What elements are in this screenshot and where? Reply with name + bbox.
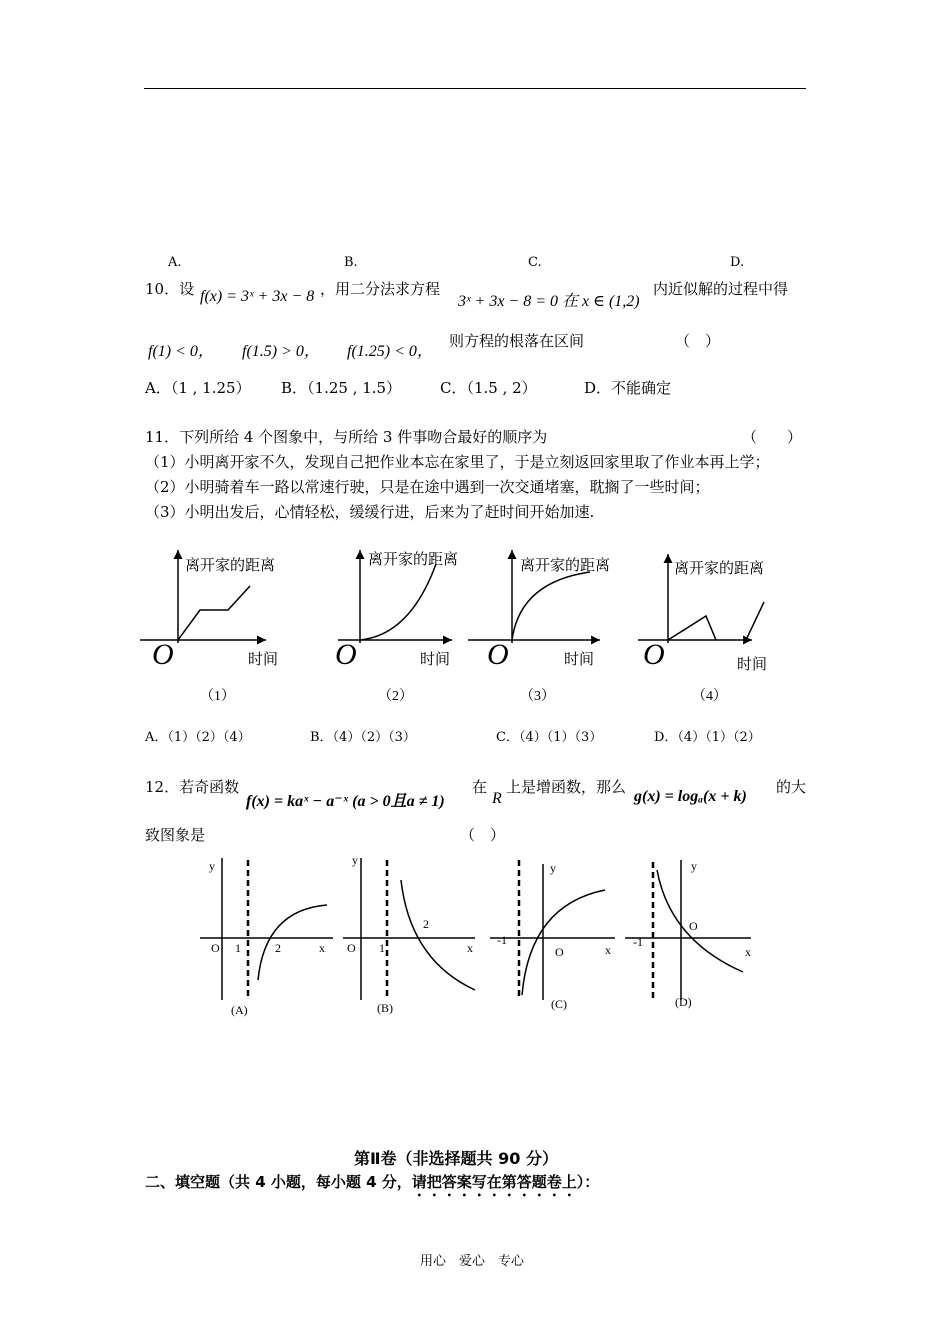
q10-fx-definition: f(x) = 3ˣ + 3x − 8 xyxy=(200,288,315,305)
q12-graph-b-tick-1: 1 xyxy=(379,941,385,955)
q9-option-a: A. xyxy=(168,255,182,270)
q12-graph-a-tick-1: 1 xyxy=(235,941,241,955)
q10-tail-text: 内近似解的过程中得 xyxy=(653,280,789,298)
q12-graph-a-origin: O xyxy=(211,941,220,955)
q11-event-1: （1）小明离开家不久，发现自己把作业本忘在家里了，于是立刻返回家里取了作业本再上学； xyxy=(145,453,770,471)
q12-graph-d-tick-1: -1 xyxy=(633,935,643,949)
q10-equation: 3ˣ + 3x − 8 = 0 在 x ∈ (1,2) xyxy=(458,293,640,310)
q11-option-a: A．（1）（2）（4） xyxy=(145,730,251,745)
q10-option-b: B．（1.25 , 1.5） xyxy=(281,379,402,397)
q10-option-c: C．（1.5 , 2） xyxy=(440,379,537,397)
q10-answer-paren: （ ） xyxy=(675,332,721,350)
q11-option-d: D．（4）（1）（2） xyxy=(654,730,761,745)
q11-graph-3-y-label: 离开家的距离 xyxy=(520,558,611,574)
q11-graph-2-label: （2） xyxy=(378,689,413,704)
q12-graph-c-tick-1: -1 xyxy=(497,933,507,947)
q11-graph-4-x-label: 时间 xyxy=(737,657,768,673)
q11-graph-2-origin: O xyxy=(335,638,357,671)
q12-graph-a xyxy=(200,858,333,1017)
q11-graph-4-label: （4） xyxy=(692,689,727,704)
q11-graphs xyxy=(140,540,820,710)
q11-graph-4-y-label: 离开家的距离 xyxy=(674,561,765,577)
q12-graph-b-origin: O xyxy=(347,941,356,955)
q12-graph-a-x: x xyxy=(319,941,325,955)
q10-middle-text: ，用二分法求方程 xyxy=(320,280,441,298)
q12-graphs xyxy=(195,850,765,1030)
q12-gx: g(x) = logₐ(x + k) xyxy=(634,788,747,805)
q9-option-d: D. xyxy=(730,255,745,270)
q12-graph-d-y: y xyxy=(691,859,697,873)
q12-R-symbol: R xyxy=(492,790,502,807)
q12-graph-a-label: (A) xyxy=(231,1003,248,1017)
q12-line2: 致图象是 xyxy=(145,826,206,844)
q12-graph-c-x: x xyxy=(605,943,611,957)
q11-answer-paren: （ ） xyxy=(742,428,803,446)
q12-answer-paren: （ ） xyxy=(460,826,506,844)
q12-graph-d xyxy=(625,859,751,1009)
q11-graph-1-x-label: 时间 xyxy=(248,652,279,668)
q10-condition-1: f(1) < 0， xyxy=(148,343,214,360)
header-rule xyxy=(144,88,806,89)
q12-graph-c-y: y xyxy=(550,861,556,875)
q10-condition-2: f(1.5) > 0， xyxy=(242,343,320,360)
section-heading-start: 二、填空题（共 4 小题，每小题 4 分， xyxy=(145,1173,412,1191)
q12-mid2-text: 上是增函数，那么 xyxy=(506,778,627,796)
section-heading-dotted: 请把答案写在第答题卷上 xyxy=(411,1173,577,1191)
q12-graph-d-origin: O xyxy=(689,919,698,933)
q12-graph-c-label: (C) xyxy=(551,997,567,1011)
page-footer: 用心 爱心 专心 xyxy=(420,1254,525,1269)
q10-option-a: A．（1 , 1.25） xyxy=(145,379,251,397)
q9-option-c: C. xyxy=(528,255,542,270)
q12-graph-b-label: (B) xyxy=(377,1001,393,1015)
q12-graph-c xyxy=(490,860,615,1011)
q12-graph-b-x: x xyxy=(467,941,473,955)
section-heading-end: ）： xyxy=(576,1173,600,1191)
q11-event-3: （3）小明出发后，心情轻松，缓缓行进，后来为了赶时间开始加速. xyxy=(145,503,595,521)
q11-event-2: （2）小明骑着车一路以常速行驶，只是在途中遇到一次交通堵塞，耽搁了一些时间； xyxy=(145,478,710,496)
q11-graph-1-y-label: 离开家的距离 xyxy=(185,558,276,574)
q12-graph-a-y: y xyxy=(209,859,215,873)
q12-graph-b-y: y xyxy=(352,853,358,867)
q12-graph-d-x: x xyxy=(745,945,751,959)
q11-option-c: C．（4）（1）（3） xyxy=(496,730,603,745)
q12-graph-b-tick-2: 2 xyxy=(423,917,429,931)
q10-condition-tail: 则方程的根落在区间 xyxy=(449,332,585,350)
q11-graph-3-x-label: 时间 xyxy=(564,652,595,668)
q11-graph-4 xyxy=(638,554,767,704)
q11-graph-3-origin: O xyxy=(487,638,509,671)
section-heading xyxy=(145,1171,599,1200)
q11-graph-2 xyxy=(335,550,458,704)
q12-mid-text: 在 xyxy=(472,778,488,796)
q12-fx: f(x) = kaˣ − a⁻ˣ (a > 0且a ≠ 1) xyxy=(246,793,445,810)
q10-number: 10．设 xyxy=(145,280,195,298)
q11-graph-1 xyxy=(140,550,278,704)
q11-graph-2-y-label: 离开家的距离 xyxy=(368,552,459,568)
q11-graph-3 xyxy=(468,550,610,704)
q11-graph-1-label: （1） xyxy=(200,689,235,704)
q11-option-b: B．（4）（2）（3） xyxy=(310,730,416,745)
q11-stem: 11．下列所给 4 个图象中，与所给 3 件事吻合最好的顺序为 xyxy=(145,428,548,446)
q12-graph-a-tick-2: 2 xyxy=(275,941,281,955)
q12-graph-c-origin: O xyxy=(555,945,564,959)
q9-option-b: B. xyxy=(344,255,358,270)
q11-graph-2-x-label: 时间 xyxy=(420,652,451,668)
q12-graph-d-label: (D) xyxy=(675,995,692,1009)
q10-condition-3: f(1.25) < 0， xyxy=(347,343,433,360)
q10-option-d: D．不能确定 xyxy=(584,379,672,397)
q12-stem: 12．若奇函数 xyxy=(145,778,240,796)
q12-graph-b xyxy=(343,853,475,1015)
q11-graph-1-origin: O xyxy=(152,638,174,671)
q11-graph-3-label: （3） xyxy=(520,689,555,704)
q12-tail-text: 的大 xyxy=(776,778,807,796)
section-title: 第Ⅱ卷（非选择题共 90 分） xyxy=(354,1149,558,1168)
q11-graph-4-origin: O xyxy=(643,638,665,671)
